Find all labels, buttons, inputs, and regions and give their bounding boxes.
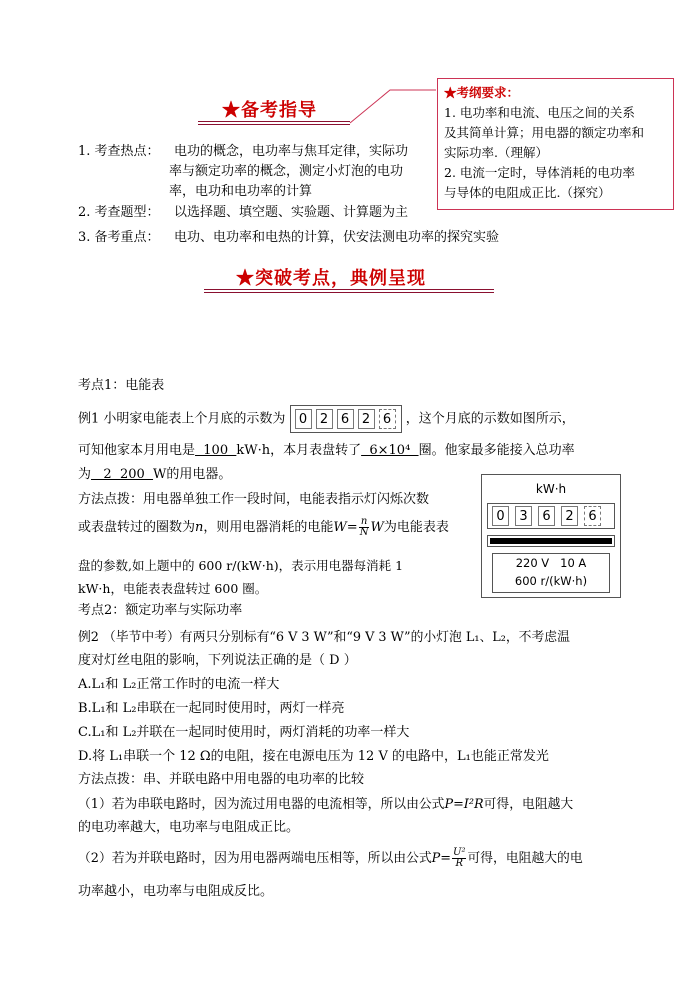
guide-title-underline-2: [198, 124, 350, 125]
meter-rotor-window: [487, 535, 615, 547]
kp2-tip-1-text-a: （1）若为串联电路时，因为流过用电器的电流相等，所以由公式: [78, 797, 445, 812]
breakthrough-title: ★突破考点，典例呈现: [236, 268, 426, 289]
var-W-2: W: [370, 520, 384, 535]
example-2-line-1: 例2 （毕节中考）有两只分别标有“6 V 3 W”和“9 V 3 W”的小灯泡 L₁、L₂，不考虑温: [78, 630, 570, 645]
syllabus-line-1: 1. 电功率和电流、电压之间的关系: [444, 105, 635, 120]
example-1-line-3: [78, 465, 231, 485]
start-digit-2: 2: [316, 409, 333, 429]
syllabus-line-2: 及其简单计算；用电器的额定功率和: [444, 125, 645, 140]
breakthrough-title-underline-2: [204, 292, 494, 293]
kp1-tip-line-2: [78, 516, 449, 540]
guide-item-1-line-1: 电功的概念，电功率与焦耳定律，实际功: [174, 144, 409, 159]
guide-item-1-label: 1. 考查热点：: [78, 144, 160, 159]
answer-max-power: 2 200: [91, 467, 154, 482]
breakthrough-title-underline: [204, 289, 494, 290]
example-1-text-e: W的用电器。: [153, 467, 232, 482]
syllabus-line-3: 实际功率.（理解）: [444, 145, 548, 160]
syllabus-box: [437, 78, 674, 210]
fraction-u2-over-r: $\frac{\text{U²}}{R}$: [453, 847, 466, 869]
kp2-title: 考点2：额定功率与实际功率: [78, 603, 243, 618]
kp1-tip-text-b: ，则用电器消耗的电能: [203, 520, 334, 535]
syllabus-title: ★考纲要求：: [444, 85, 520, 100]
kp2-tip-2-line-1: [78, 846, 583, 872]
var-W: W: [333, 520, 347, 535]
syllabus-line-5: 与导体的电阻成正比.（探究）: [444, 185, 611, 200]
meter-digit-4: 2: [561, 506, 578, 526]
example-1-start-reading: [290, 405, 402, 433]
example-1-text-d: 为: [78, 467, 92, 482]
option-a: A.L₁和 L₂正常工作时的电流一样大: [78, 677, 280, 692]
kp2-tip-2-line-2: 功率越小，电功率与电阻成反比。: [78, 884, 274, 899]
guide-item-2-label: 2. 考查题型：: [78, 205, 160, 220]
formula-series-power: P=I²R: [444, 797, 484, 812]
option-c: C.L₁和 L₂并联在一起同时使用时，两灯消耗的功率一样大: [78, 725, 410, 740]
meter-spec-revolutions: 600 r/(kW·h): [514, 574, 588, 588]
meter-digit-3: 6: [538, 506, 555, 526]
kp2-tip-1-line-2: 的电功率越大，电功率与电阻成正比。: [78, 820, 300, 835]
guide-item-3-label: 3. 备考重点：: [78, 230, 160, 245]
kp1-tip-text-c: 为电能表表: [383, 520, 449, 535]
meter-reading: [487, 503, 615, 529]
kp2-tip-1-line-1: [78, 795, 573, 815]
fraction-n-over-N: $\frac{n}{N}$: [359, 516, 369, 538]
formula-parallel-p: P=: [431, 851, 452, 866]
kp2-tip-title: 方法点拨：串、并联电路中用电器的电功率的比较: [78, 772, 365, 787]
example-1-text-a: 可知他家本月用电是: [78, 443, 196, 458]
callout-line: [330, 78, 440, 128]
syllabus-line-4: 2. 电流一定时，导体消耗的电功率: [444, 165, 635, 180]
meter-digit-2: 3: [515, 506, 532, 526]
start-digit-5: 6: [379, 409, 396, 429]
meter-digit-1: 0: [492, 506, 509, 526]
guide-item-2-line-1: 以选择题、填空题、实验题、计算题为主: [174, 205, 409, 220]
start-digit-1: 0: [295, 409, 312, 429]
start-digit-3: 6: [337, 409, 354, 429]
example-1-text-b: kW·h，本月表盘转了: [236, 443, 362, 458]
start-digit-4: 2: [358, 409, 375, 429]
equals-sign: =: [346, 520, 358, 535]
example-1-line-1: [78, 405, 575, 433]
guide-title-underline: [198, 121, 350, 122]
answer-revolutions: 6×10⁴: [361, 443, 419, 458]
answer-energy-used: 100: [195, 443, 237, 458]
kp2-tip-2-text-a: （2）若为并联电路时，因为用电器两端电压相等，所以由公式: [78, 851, 432, 866]
example-1-line-2: [78, 441, 575, 461]
kp2-tip-2-text-b: 可得，电阻越大的电: [467, 851, 583, 866]
var-n: n: [195, 520, 204, 535]
kp1-tip-line-4: kW·h，电能表表盘转过 600 圈。: [78, 581, 268, 596]
guide-item-3-line-1: 电功、电功率和电热的计算，伏安法测电功率的探究实验: [174, 230, 500, 245]
option-b: B.L₁和 L₂串联在一起同时使用时，两灯一样亮: [78, 701, 345, 716]
guide-item-1-line-3: 率，电功和电功率的计算: [169, 184, 313, 199]
example-2-line-2: 度对灯丝电阻的影响，下列说法正确的是（ D ）: [78, 653, 357, 668]
option-d: D.将 L₁串联一个 12 Ω的电阻，接在电源电压为 12 V 的电路中，L₁也能正常发光: [78, 749, 549, 764]
example-1-suffix: ，这个月底的示数如图所示，: [405, 411, 575, 427]
electricity-meter: [481, 474, 621, 598]
guide-title: ★备考指导: [222, 100, 317, 121]
meter-specs: [492, 553, 610, 593]
meter-digit-5: 6: [584, 506, 601, 526]
kp1-tip-line-1: 方法点拨：用电器单独工作一段时间，电能表指示灯闪烁次数: [78, 492, 430, 507]
meter-unit: kW·h: [535, 482, 567, 496]
kp2-tip-1-text-b: 可得，电阻越大: [483, 797, 574, 812]
kp1-title: 考点1：电能表: [78, 378, 165, 393]
example-1-text-c: 圈。他家最多能接入总功率: [418, 443, 575, 458]
example-1-prefix: 例1 小明家电能表上个月底的示数为: [78, 411, 286, 427]
kp1-tip-text-a: 或表盘转过的圈数为: [78, 520, 196, 535]
guide-item-1-line-2: 率与额定功率的概念，测定小灯泡的电功: [169, 164, 404, 179]
kp1-tip-line-3: 盘的参数,如上题中的 600 r/(kW·h)，表示用电器每消耗 1: [78, 558, 404, 573]
meter-spec-voltage-current: 220 V 10 A: [515, 556, 587, 570]
